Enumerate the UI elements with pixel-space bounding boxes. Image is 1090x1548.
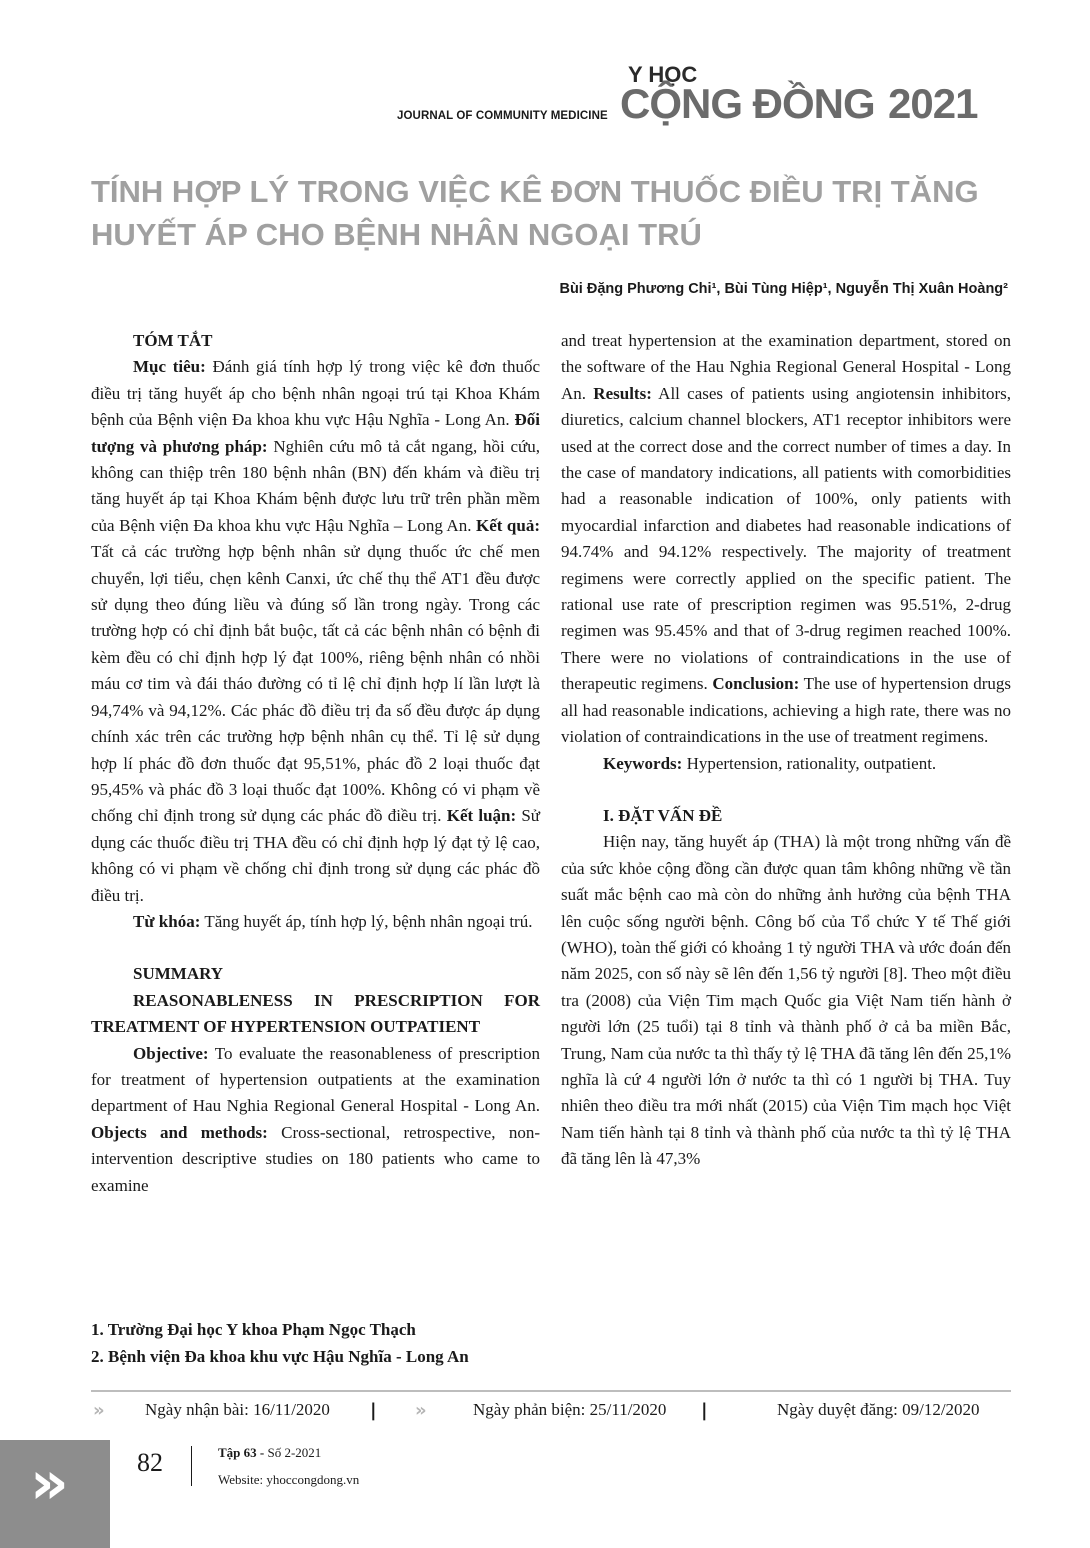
conclusion-text-vi: Sử dụng các thuốc điều trị THA đều có chỉ định hợp lý đạt tỷ lệ cao, không có vi phạm về chống chỉ định trong sử dụng các phác đồ điều trị.	[91, 806, 541, 905]
objective-text-vi: Đánh giá tính hợp lý trong việc kê đơn thuốc điều trị tăng huyết áp cho bệnh nhân ngoại trú tại Khoa Khám bệnh của Bệnh viện Đa khoa khu vực Hậu Nghĩa - Long An.	[91, 357, 540, 430]
journal-header	[0, 62, 1090, 132]
page-number: 82	[137, 1448, 163, 1477]
journal-english-name: JOURNAL OF COMMUNITY MEDICINE	[397, 110, 608, 122]
date-separator: |	[370, 1400, 377, 1421]
article-authors: Bùi Đặng Phương Chi¹, Bùi Tùng Hiệp¹, Nguyễn Thị Xuân Hoàng²	[559, 281, 1008, 297]
affiliations	[91, 1316, 469, 1370]
reviewed-date: Ngày phản biện: 25/11/2020	[473, 1400, 667, 1419]
abstract-vi-body	[91, 354, 540, 909]
footer-accent-block	[0, 1440, 110, 1548]
section-1-heading: I. ĐẶT VẤN ĐỀ	[603, 805, 723, 825]
abstract-en-body	[91, 1041, 540, 1199]
affiliation-1: 1. Trường Đại học Y khoa Phạm Ngọc Thạch	[91, 1320, 416, 1339]
methods-text-en-right: and treat hypertension at the examination department, stored on the software of the Hau Nghia Regional General Hospital - Long An.	[561, 331, 1011, 403]
methods-text-en-left: Cross-sectional, retrospective, non-intervention descriptive studies on 180 patients who came to examine	[91, 1122, 540, 1195]
results-text-vi: Tất cả các trường hợp bệnh nhân sử dụng thuốc ức chế men chuyển, lợi tiểu, chẹn kênh Canxi, ức chế thụ thể AT1 đều được sử dụng theo đúng liều và đúng số lần trong ngày. Trong các trường hợp có chỉ định bắt buộc, tất cả các bệnh nhân có bệnh đi kèm đều có chỉ định hợp lý đạt 100%, riêng bệnh nhân có nhồi máu cơ tim và đái tháo đường có tỉ lệ chỉ định hợp lí lần lượt là 94,74% và 94,12%. Các phác đồ điều trị đa số đều được áp dụng chính xác trên các trường hợp bệnh nhân cụ thể. Tỉ lệ sử dụng hợp lí phác đồ đơn thuốc đạt 95,51%, phác đồ 2 loại thuốc đạt 95,45% và phác đồ 3 loại thuốc đạt 100%. Không có vi phạm về chống chỉ định trong sử dụng các phác đồ điều trị.	[91, 542, 540, 826]
left-column	[91, 328, 540, 1199]
right-column	[561, 328, 1011, 1173]
methods-label-en: Objects and methods:	[91, 1122, 268, 1142]
section-1-paragraph: Hiện nay, tăng huyết áp (THA) là một trong những vấn đề của sức khỏe cộng đồng cần được quan tâm không những về tần suất mắc bệnh cao mà còn do những ảnh hưởng của bệnh THA lên cuộc sống người bệnh. Công bố của Tổ chức Y tế Thế giới (WHO), toàn thế giới có khoảng 1 tỷ người THA và ước đoán đến năm 2025, con số này sẽ lên đến 1,56 tỷ người [8]. Theo một điều tra (2008) của Viện Tim mạch Quốc gia Việt Nam tiến hành ở người lớn (25 tuổi) tại 8 tỉnh và thành phố ở cả ba miền Bắc, Trung, Nam của nước ta thì thấy tỷ lệ THA đã tăng lên đến 25,1% nghĩa là cứ 4 người lớn ở nước ta thì có 1 người bị THA. Tuy nhiên theo điều tra mới nhất (2015) của Viện Tim mạch học Việt Nam tiến hành tại 8 tỉnh và thành phố của nước ta thì tỷ lệ THA đã tăng lên là 47,3%	[561, 832, 1011, 1169]
results-label-vi: Kết quả:	[475, 515, 541, 535]
brand-year: 2021	[888, 80, 978, 127]
methods-text-vi: Nghiên cứu mô tả cắt ngang, hồi cứu, không can thiệp trên 180 bệnh nhân (BN) đến khám và điều trị tăng huyết áp tại Khoa Khám bệnh được lưu trữ trên phần mềm của Bệnh viện Đa khoa khu vực Hậu Nghĩa – Long An.	[91, 436, 541, 535]
results-text-en: All cases of patients using angiotensin inhibitors, diuretics, calcium channel blockers, AT1 receptor inhibitors were used at the correct dose and the correct number of times a day. In the case of mandatory indications, all patients with comorbidities had a reasonable indication of 100%, only patients with myocardial infarction and diabetes had reasonable indications of 94.74% and 94.12% respectively. The majority of treatment regimens were correctly applied on the specific patient. The rational use rate of prescription regimen was 95.51%, 2-drug regimen was 95.45% and that of 3-drug regimen reached 100%. There were no violations of contraindications in the use of therapeutic regimens.	[561, 383, 1012, 694]
issue-volume: Tập 63 -	[218, 1445, 265, 1460]
objective-label-vi: Mục tiêu:	[133, 357, 206, 377]
issue-info	[218, 1445, 321, 1461]
conclusion-label-vi: Kết luận:	[446, 806, 517, 826]
chevron-right-icon: »	[93, 1400, 101, 1421]
keywords-label-en: Keywords:	[603, 753, 683, 773]
keywords-text-vi: Tăng huyết áp, tính hợp lý, bệnh nhân ngoại trú.	[200, 911, 533, 931]
accepted-date: Ngày duyệt đăng: 09/12/2020	[777, 1400, 980, 1419]
results-label-en: Results:	[593, 383, 652, 403]
chevron-right-icon: »	[415, 1400, 423, 1421]
methods-label-vi: Đối tượng và phương pháp:	[91, 410, 540, 456]
keywords-label-vi: Từ khóa:	[133, 911, 201, 931]
objective-text-en: To evaluate the reasonableness of prescription for treatment of hypertension outpatients at the examination department of Hau Nghia Regional General Hospital - Long An.	[91, 1043, 540, 1116]
brand-main-text: CỘNG ĐỒNG	[620, 80, 875, 127]
footer-rule	[91, 1390, 1011, 1392]
conclusion-text-en: The use of hypertension drugs all had reasonable indications, achieving a high rate, there was no violation of contraindications in the use of treatment regimens.	[561, 674, 1011, 747]
issue-number: Số 2-2021	[264, 1445, 322, 1460]
website-link[interactable]: Website: yhoccongdong.vn	[218, 1472, 360, 1487]
summary-title: REASONABLENESS IN PRESCRIPTION FOR TREATMENT OF HYPERTENSION OUTPATIENT	[91, 990, 540, 1037]
affiliation-2: 2. Bệnh viện Đa khoa khu vực Hậu Nghĩa - Long An	[91, 1347, 469, 1366]
date-separator: |	[701, 1400, 708, 1421]
article-title: TÍNH HỢP LÝ TRONG VIỆC KÊ ĐƠN THUỐC ĐIỀU TRỊ TĂNG HUYẾT ÁP CHO BỆNH NHÂN NGOẠI TRÚ	[91, 174, 979, 252]
double-chevron-icon: »	[30, 1448, 51, 1518]
objective-label-en: Objective:	[133, 1043, 209, 1063]
brand-top-text: Y HỌC	[628, 62, 698, 87]
keywords-vi	[91, 909, 540, 935]
conclusion-label-en: Conclusion:	[712, 674, 800, 694]
abstract-en-continued	[561, 328, 1011, 751]
keywords-en	[561, 751, 1011, 777]
footer-divider	[191, 1446, 192, 1486]
received-date: Ngày nhận bài: 16/11/2020	[145, 1400, 330, 1419]
keywords-text-en: Hypertension, rationality, outpatient.	[682, 753, 937, 773]
summary-heading: SUMMARY	[133, 964, 224, 984]
abstract-vi-heading: TÓM TẮT	[133, 331, 213, 350]
submission-dates	[0, 1400, 1090, 1426]
